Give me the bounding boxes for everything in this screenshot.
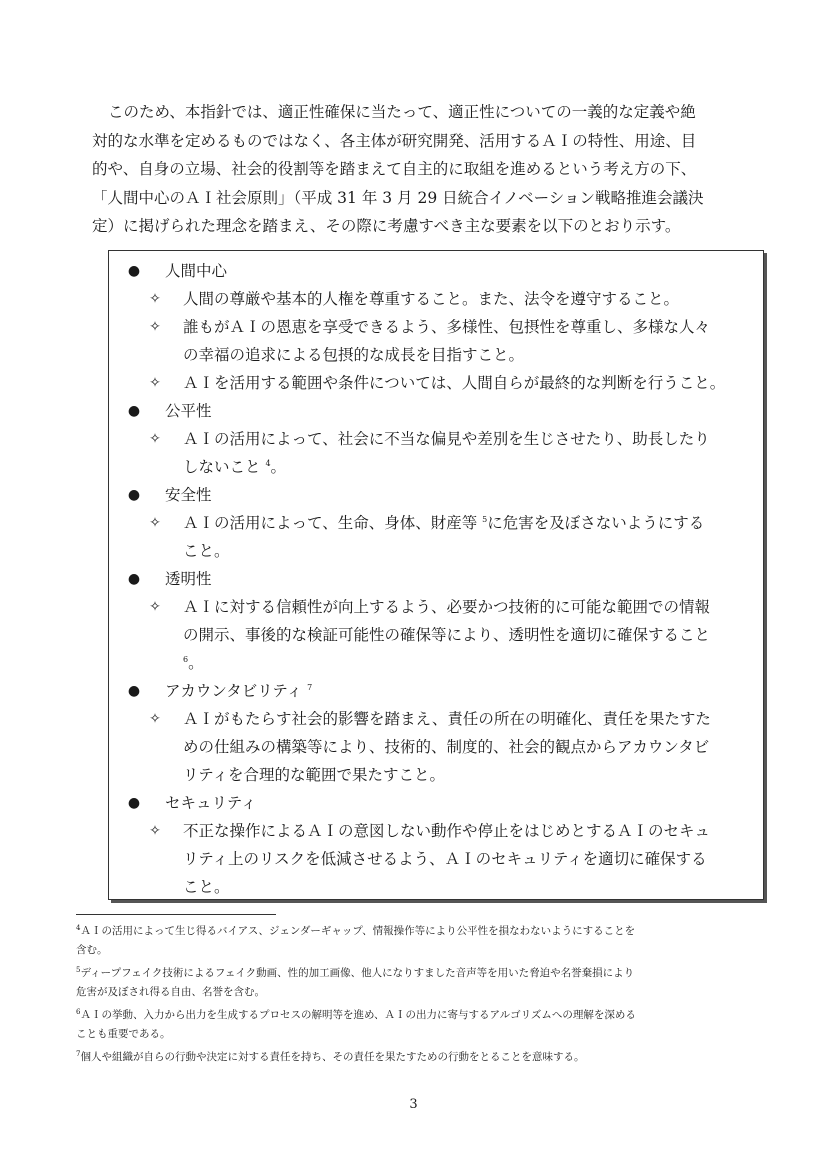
footnote-5	[76, 964, 766, 1002]
footnote-text: 含む。	[76, 944, 108, 956]
principle-sub-text: 誰もがＡＩの恩恵を享受できるよう、多様性、包摂性を尊重し、多様な人々	[183, 318, 711, 336]
intro-line: 「人間中心のＡＩ社会原則」（平成 31 年 3 月 29 日統合イノベーション戦略推進会議決	[92, 188, 704, 207]
footnote-4	[76, 922, 766, 960]
diamond-icon: ✧	[149, 431, 161, 447]
footnote-text: ＡＩの挙動、入力から出力を生成するプロセスの解明等を進め、ＡＩの出力に寄与するアルゴリズムへの理解を深める	[80, 1009, 636, 1021]
principle-heading: 公平性	[165, 402, 212, 420]
intro-line: 定）に掲げられた理念を踏まえ、その際に考慮すべき主な要素を以下のとおり示す。	[92, 217, 681, 235]
principle-heading: アカウンタビリティ	[165, 682, 303, 700]
principle-sub-text: 不正な操作によるＡＩの意図しない動作や停止をはじめとするＡＩのセキュ	[183, 822, 711, 840]
diamond-icon: ✧	[149, 711, 161, 727]
principle-sub-text: ＡＩがもたらす社会的影響を踏まえ、責任の所在の明確化、責任を果たすた	[183, 710, 711, 728]
page-number: 3	[409, 1097, 418, 1112]
footnote-text: 危害が及ぼされ得る自由、名誉を含む。	[76, 986, 265, 998]
bullet-icon: ●	[127, 795, 141, 811]
footnote-6	[76, 1006, 766, 1044]
intro-line: このため、本指針では、適正性確保に当たって、適正性についての一義的な定義や絶	[108, 103, 696, 121]
principle-sub-text: こと。	[183, 878, 230, 896]
intro-paragraph	[92, 98, 760, 241]
footnote-ref: 4	[265, 459, 271, 468]
principle-sub-text: しないこと	[183, 458, 261, 476]
bullet-icon: ●	[127, 487, 141, 503]
bullet-icon: ●	[127, 403, 141, 419]
footnote-text: ディープフェイク技術によるフェイク動画、性的加工画像、他人になりすました音声等を用いた脅迫や名誉棄損により	[80, 967, 635, 979]
principle-heading: 安全性	[165, 486, 212, 504]
principle-sub-text: の幸福の追求による包摂的な成長を目指すこと。	[183, 346, 525, 364]
footnote-divider	[76, 914, 276, 915]
bullet-icon: ●	[127, 263, 141, 279]
bullet-icon: ●	[127, 683, 141, 699]
principle-sub-text: 人間の尊厳や基本的人権を尊重すること。また、法令を遵守すること。	[183, 290, 680, 308]
principle-sub-text: ＡＩの活用によって、生命、身体、財産等	[183, 514, 478, 532]
intro-line: 対的な水準を定めるものではなく、各主体が研究開発、活用するＡＩの特性、用途、目	[92, 131, 697, 150]
bullet-icon: ●	[127, 571, 141, 587]
footnote-ref: 5	[482, 515, 488, 524]
principle-sub-text: めの仕組みの構築等により、技術的、制度的、社会的観点からアカウンタビ	[183, 738, 710, 756]
diamond-icon: ✧	[149, 375, 161, 391]
footnote-ref: 6	[183, 655, 189, 664]
footnote-text: ことも重要である。	[76, 1028, 171, 1040]
principle-sub-text: 。	[270, 458, 287, 476]
principle-heading: 人間中心	[165, 262, 228, 280]
principle-sub-text: ＡＩに対する信頼性が向上するよう、必要かつ技術的に可能な範囲での情報	[183, 598, 711, 616]
footnote-text: ＡＩの活用によって生じ得るバイアス、ジェンダーギャップ、情報操作等により公平性を損なわないようにすることを	[80, 925, 636, 937]
footnote-number: 6	[76, 1008, 81, 1016]
principles-box	[108, 250, 764, 900]
diamond-icon: ✧	[149, 823, 161, 839]
footnote-number: 5	[76, 966, 81, 974]
principle-sub-text: ＡＩの活用によって、社会に不当な偏見や差別を生じさせたり、助長したり	[183, 430, 710, 448]
footnote-ref: 7	[307, 683, 313, 692]
principle-sub-text: こと。	[183, 542, 230, 560]
principle-sub-text: リティ上のリスクを低減させるよう、ＡＩのセキュリティを適切に確保する	[183, 850, 707, 868]
principle-sub-text: 。	[188, 654, 204, 672]
intro-line: 的や、自身の立場、社会的役割等を踏まえて自主的に取組を進めるという考え方の下、	[92, 160, 697, 178]
principle-sub-text: の開示、事後的な検証可能性の確保等により、透明性を適切に確保すること	[183, 626, 711, 644]
footnote-number: 4	[76, 924, 81, 932]
principle-sub-text: に危害を及ぼさないようにする	[487, 514, 705, 532]
principle-sub-text: リティを合理的な範囲で果たすこと。	[183, 766, 445, 784]
diamond-icon: ✧	[149, 291, 161, 307]
footnote-text: 個人や組織が自らの行動や決定に対する責任を持ち、その責任を果たすための行動をとることを意味する。	[80, 1051, 585, 1063]
principle-heading: 透明性	[165, 570, 212, 588]
diamond-icon: ✧	[149, 599, 161, 615]
footnote-7	[76, 1048, 766, 1067]
principle-heading: セキュリティ	[165, 794, 257, 812]
principle-sub-text: ＡＩを活用する範囲や条件については、人間自らが最終的な判断を行うこと。	[183, 374, 726, 392]
footnote-number: 7	[76, 1050, 81, 1058]
diamond-icon: ✧	[149, 515, 161, 531]
diamond-icon: ✧	[149, 319, 161, 335]
